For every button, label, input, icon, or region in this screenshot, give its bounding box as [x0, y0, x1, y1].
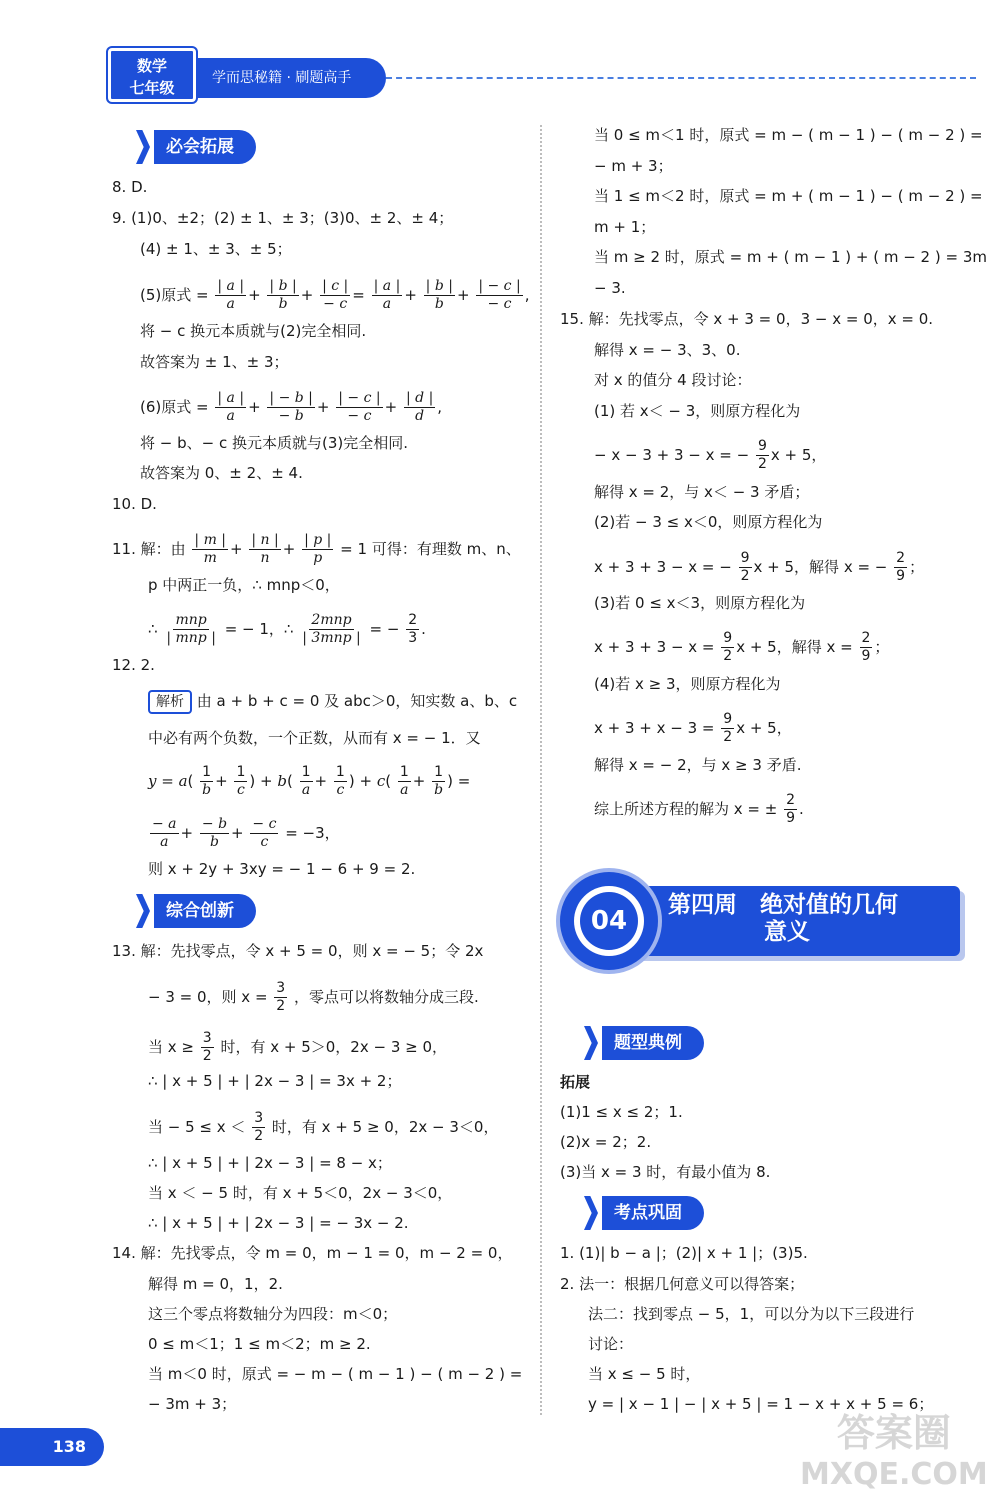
answer-line: 8. D.	[112, 178, 148, 196]
fraction: $\frac{| d |}{d}$	[405, 390, 434, 424]
section-header-kaodian: 考点巩固	[584, 1196, 704, 1230]
fraction: $\frac{| p |}{p}$	[304, 532, 332, 566]
answer-line: − 3m + 3；	[148, 1395, 237, 1413]
answer-line: 10. D.	[112, 495, 157, 513]
subject-label: 数学	[136, 57, 167, 75]
fraction: $\frac{| b |}{b}$	[425, 278, 453, 312]
page-number: 138	[0, 1428, 104, 1466]
chevron-icon	[584, 1026, 598, 1060]
answer-line: − x − 3 + 3 − x = − $\frac{9}{2}$ x + 5，	[594, 438, 827, 472]
answer-line: 当 m ≥ 2 时，原式 = m + ( m − 1 ) + ( m − 2 ) = 3m	[594, 248, 987, 266]
answer-line: 对 x 的值分 4 段讨论：	[594, 371, 752, 389]
grade-label: 七年级	[129, 79, 175, 97]
answer-line: y = | x − 1 | − | x + 5 | = 1 − x + x + 5 = 6；	[588, 1395, 934, 1413]
section-header-zonghe: 综合创新	[136, 894, 256, 928]
answer-line: ∴ | x + 5 | + | 2x − 3 | = 8 − x；	[148, 1154, 392, 1172]
analysis-tag: 解析	[148, 690, 192, 714]
chevron-icon	[136, 130, 150, 164]
answer-line: 当 1 ≤ m＜2 时，原式 = m + ( m − 1 ) − ( m − 2 ) =	[594, 187, 983, 205]
fraction: $\frac{| - c |}{- c}$	[338, 390, 381, 424]
fraction: $\frac{| b |}{b}$	[269, 278, 297, 312]
fraction: $\frac{1}{a}$	[399, 764, 409, 798]
answer-line: 解得 x = − 3、3、0.	[594, 341, 741, 359]
answer-line: 将 − b、− c 换元本质就与(3)完全相同.	[140, 434, 408, 452]
answer-line: (3)若 0 ≤ x＜3，则原方程化为	[594, 594, 806, 612]
answer-line: − m + 3；	[594, 157, 673, 175]
fraction: $\frac{9}{2}$	[723, 711, 733, 745]
chapter-banner	[560, 872, 972, 972]
answer-line: (4) ± 1、± 3、± 5；	[140, 240, 292, 258]
fraction: $\frac{| n |}{n}$	[251, 532, 279, 566]
section-header-tixing: 题型典例	[584, 1026, 704, 1060]
answer-line: 法二：找到零点 − 5，1，可以分为以下三段进行	[588, 1305, 915, 1323]
answer-line: 0 ≤ m＜1；1 ≤ m＜2；m ≥ 2.	[148, 1335, 371, 1353]
fraction: $\frac{- c}{c}$	[252, 816, 277, 850]
fraction: $\frac{1}{a}$	[301, 764, 311, 798]
answer-line: 当 x ≤ − 5 时，	[588, 1365, 701, 1383]
answer-line: y = a( $\frac{1}{b}$ + $\frac{1}{c}$ ) + b( $\frac{1}{a}$ + $\frac{1}{c}$ ) + c( $\frac{1}{a}$ + $\frac{1}{b}$ ) =	[148, 764, 471, 798]
chapter-number: 04	[580, 892, 638, 950]
fraction: $\frac{3}{2}$	[254, 1110, 264, 1144]
fraction: $\frac{1}{b}$	[434, 764, 444, 798]
answer-line: 当 x ≥ $\frac{3}{2}$ 时，有 x + 5＞0，2x − 3 ≥ 0，	[148, 1030, 448, 1064]
fraction: 2mnp | 3mnp |	[302, 612, 361, 646]
fraction: $\frac{| a |}{a}$	[217, 390, 245, 424]
answer-line: x + 3 + 3 − x = − $\frac{9}{2}$ x + 5，解得 x = − $\frac{2}{9}$ ；	[594, 550, 925, 584]
answer-line: x + 3 + x − 3 = $\frac{9}{2}$ x + 5，	[594, 711, 792, 745]
answer-line: 1. (1)| b − a |；(2)| x + 1 |；(3)5.	[560, 1244, 808, 1262]
fraction: $\frac{| a |}{a}$	[217, 278, 245, 312]
answer-line: 当 − 5 ≤ x ＜ $\frac{3}{2}$ 时，有 x + 5 ≥ 0，2x − 3＜0，	[148, 1110, 499, 1144]
answer-line: x + 3 + 3 − x = $\frac{9}{2}$ x + 5，解得 x = $\frac{2}{9}$ ；	[594, 630, 890, 664]
answer-line: 13. 解：先找零点，令 x + 5 = 0，则 x = − 5；令 2x	[112, 942, 484, 960]
answer-line: (3)当 x = 3 时，有最小值为 8.	[560, 1163, 771, 1181]
fraction: $\frac{3}{2}$	[276, 980, 286, 1014]
chevron-icon	[584, 1196, 598, 1230]
answer-line: 讨论：	[588, 1335, 634, 1353]
answer-line: 这三个零点将数轴分为四段：m＜0；	[148, 1305, 398, 1323]
fraction: $\frac{9}{2}$	[757, 438, 767, 472]
subheading: 拓展	[560, 1073, 591, 1091]
answer-line: 将 − c 换元本质就与(2)完全相同.	[140, 322, 367, 340]
column-divider	[540, 125, 542, 1415]
fraction: $\frac{| - c |}{- c}$	[478, 278, 521, 312]
fraction: $\frac{9}{2}$	[740, 550, 750, 584]
answer-line: 解析 由 a + b + c = 0 及 abc＞0，知实数 a、b、c	[148, 690, 517, 714]
answer-line: (5)原式 = $\frac{| a |}{a}$ + $\frac{| b |}{b}$ + $\frac{| c |}{- c}$ = $\frac{| a |}{a}$ + $\frac{| b |}{b}$ + $\frac{| - c |}{- c}$ ,	[140, 278, 530, 312]
fraction: mnp | mnp |	[166, 612, 216, 646]
answer-line: 中必有两个负数，一个正数，从而有 x = − 1．又	[148, 729, 481, 747]
fraction: $\frac{| m |}{m}$	[194, 532, 227, 566]
answer-line: 2. 法一：根据几何意义可以得答案；	[560, 1275, 805, 1293]
answer-line: 故答案为 0、± 2、± 4.	[140, 464, 303, 482]
fraction: $\frac{9}{2}$	[723, 630, 733, 664]
fraction: $\frac{2}{9}$	[861, 630, 871, 664]
fraction: $\frac{| c |}{- c}$	[322, 278, 349, 312]
answer-line: − 3 = 0，则 x = $\frac{3}{2}$ ，零点可以将数轴分成三段.	[148, 980, 479, 1014]
subject-badge	[108, 48, 196, 102]
answer-line: 14. 解：先找零点，令 m = 0，m − 1 = 0，m − 2 = 0，	[112, 1244, 513, 1262]
answer-line: ∴ mnp | mnp | = − 1，∴ 2mnp | 3mnp | = − $\frac{2}{3}$ .	[148, 612, 426, 646]
fraction: $\frac{3}{2}$	[202, 1030, 212, 1064]
chevron-icon	[136, 894, 150, 928]
answer-line: (6)原式 = $\frac{| a |}{a}$ + $\frac{| - b |}{- b}$ + $\frac{| - c |}{- c}$ + $\frac{| d |}{d}$ ,	[140, 390, 443, 424]
fraction: $\frac{| - b |}{- b}$	[269, 390, 313, 424]
answer-line: 则 x + 2y + 3xy = − 1 − 6 + 9 = 2.	[148, 860, 416, 878]
answer-line: p 中两正一负，∴ mnp＜0，	[148, 576, 340, 594]
answer-line: 9. (1)0、±2；(2) ± 1、± 3；(3)0、± 2、± 4；	[112, 209, 454, 227]
fraction: $\frac{1}{c}$	[335, 764, 345, 798]
fraction: $\frac{2}{9}$	[786, 792, 796, 826]
fraction: $\frac{| a |}{a}$	[373, 278, 401, 312]
answer-line: 解得 m = 0，1，2.	[148, 1275, 283, 1293]
fraction: $\frac{1}{b}$	[202, 764, 212, 798]
answer-line: ∴ | x + 5 | + | 2x − 3 | = 3x + 2；	[148, 1072, 402, 1090]
watermark: 答案圈 MXQE.COM	[800, 1411, 988, 1492]
answer-line: (2)x = 2；2.	[560, 1133, 652, 1151]
answer-line: m + 1；	[594, 218, 656, 236]
answer-line: 当 m＜0 时，原式 = − m − ( m − 1 ) − ( m − 2 ) =	[148, 1365, 523, 1383]
answer-line: 当 x ＜ − 5 时，有 x + 5＜0，2x − 3＜0，	[148, 1184, 453, 1202]
answer-line: 12. 2.	[112, 656, 155, 674]
answer-line: 综上所述方程的解为 x = ± $\frac{2}{9}$ .	[594, 792, 804, 826]
answer-line: ∴ | x + 5 | + | 2x − 3 | = − 3x − 2.	[148, 1214, 409, 1232]
fraction: $\frac{1}{c}$	[236, 764, 246, 798]
answer-line: − 3.	[594, 279, 626, 297]
chapter-title: 第四周 绝对值的几何 意义	[620, 886, 960, 956]
answer-line: (4)若 x ≥ 3，则原方程化为	[594, 675, 781, 693]
answer-line: (2)若 − 3 ≤ x＜0，则原方程化为	[594, 513, 823, 531]
answer-line: 解得 x = − 2，与 x ≥ 3 矛盾.	[594, 756, 802, 774]
answer-line: (1)1 ≤ x ≤ 2；1.	[560, 1103, 683, 1121]
fraction: $\frac{- a}{a}$	[152, 816, 177, 850]
answer-line: $\frac{- a}{a}$ + $\frac{- b}{b}$ + $\frac{- c}{c}$ = −3，	[152, 816, 340, 850]
fraction: $\frac{2}{9}$	[896, 550, 906, 584]
header-divider	[386, 77, 976, 79]
answer-line: (1) 若 x＜ − 3，则原方程化为	[594, 402, 801, 420]
section-header-bihui: 必会拓展	[136, 130, 256, 164]
fraction: $\frac{2}{3}$	[408, 612, 418, 646]
answer-line: 解得 x = 2，与 x＜ − 3 矛盾；	[594, 483, 810, 501]
answer-line: 故答案为 ± 1、± 3；	[140, 353, 289, 371]
series-title: 学而思秘籍 · 刷题高手	[196, 58, 386, 98]
fraction: $\frac{- b}{b}$	[201, 816, 228, 850]
answer-line: 当 0 ≤ m＜1 时，原式 = m − ( m − 1 ) − ( m − 2 ) =	[594, 126, 983, 144]
answer-line: 15. 解：先找零点，令 x + 3 = 0，3 − x = 0，x = 0.	[560, 310, 934, 328]
answer-line: 11. 解：由 $\frac{| m |}{m}$ + $\frac{| n |}{n}$ + $\frac{| p |}{p}$ = 1 可得：有理数 m、n、	[112, 532, 521, 566]
